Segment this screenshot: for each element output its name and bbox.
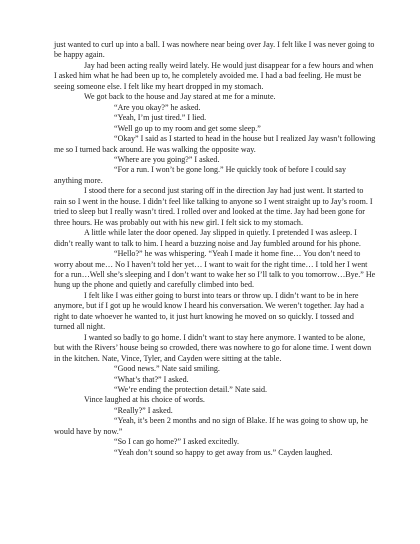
story-text [54,40,376,458]
paragraph: “We’re ending the protection detail.” Nate said. [114,384,268,394]
paragraph: “Yeah don’t sound so happy to get away from us.” Cayden laughed. [114,447,333,457]
paragraph: “Okay” I said as I started to head in the house but I realized Jay wasn’t following me so I turned back around. He was walking the opposite way. [54,134,376,154]
paragraph: “Yeah, it’s been 2 months and no sign of Blake. If he was going to show up, he would have by now.” [54,416,368,436]
paragraph: “Really?” I asked. [114,405,173,415]
paragraph: “So I can go home?” I asked excitedly. [114,437,240,447]
paragraph: “Are you okay?” he asked. [114,102,201,112]
paragraph: “Hello?” he was whispering. “Yeah I made it home fine… You don’t need to worry about me… No I haven’t told her yet… I want to wait for the right time… I told her I went for a run…Well she’s sleeping and I don’t want to wake her so I’ll talk to you tomorrow…Bye.” He hung up the phone and quietly and carefully climbed into bed. [54,249,376,290]
paragraph: “Where are you going?” I asked. [114,154,220,164]
paragraph: just wanted to curl up into a ball. I was nowhere near being over Jay. I felt like I was never going to be happy again. [54,40,375,60]
paragraph: A little while later the door opened. Jay slipped in quietly. I pretended I was asleep. I didn’t really want to talk to him. I heard a buzzing noise and Jay fumbled around for his phone. [54,228,361,248]
paragraph: I stood there for a second just staring off in the direction Jay had just went. It started to rain so I went in the house. I didn’t feel like talking to anyone so I went straight up to Jay’s room. I tried to sleep but I really wasn’t tired. I rolled over and looked at the time. Jay had been gone for three hours. He was probably out with his new girl. I felt sick to my stomach. [54,186,373,227]
paragraph: Jay had been acting really weird lately. He would just disappear for a few hours and when I asked him what he had been up to, he completely avoided me. I had a bad feeling. He must be seeing someone else. I felt like my heart dropped in my stomach. [54,60,374,91]
paragraph: “For a run. I won’t be gone long.” He quickly took of before I could say anything more. [54,165,347,185]
paragraph: “Yeah, I’m just tired.” I lied. [114,113,207,123]
paragraph: We got back to the house and Jay stared at me for a minute. [84,92,276,102]
paragraph: “What’s that?” I asked. [114,374,189,384]
paragraph: I felt like I was either going to burst into tears or throw up. I didn’t want to be in here anymore, but if I got up he would know I heard his conversation. We weren’t together. Jay had a right to date whoever he wanted to, it just hurt knowing he moved on so quickly. I tossed and turned all night. [54,290,364,332]
paragraph: Vince laughed at his choice of words. [84,395,205,405]
paragraph: “Good news.” Nate said smiling. [114,364,220,374]
paragraph: I wanted so badly to go home. I didn’t want to stay here anymore. I wanted to be alone, but with the Rivers’ house being so crowded, there was nowhere to go for alone time. I went down in the kitchen. Nate, Vince, Tyler, and Cayden were sitting at the table. [54,332,372,363]
paragraph: “Well go up to my room and get some sleep.” [114,123,261,133]
